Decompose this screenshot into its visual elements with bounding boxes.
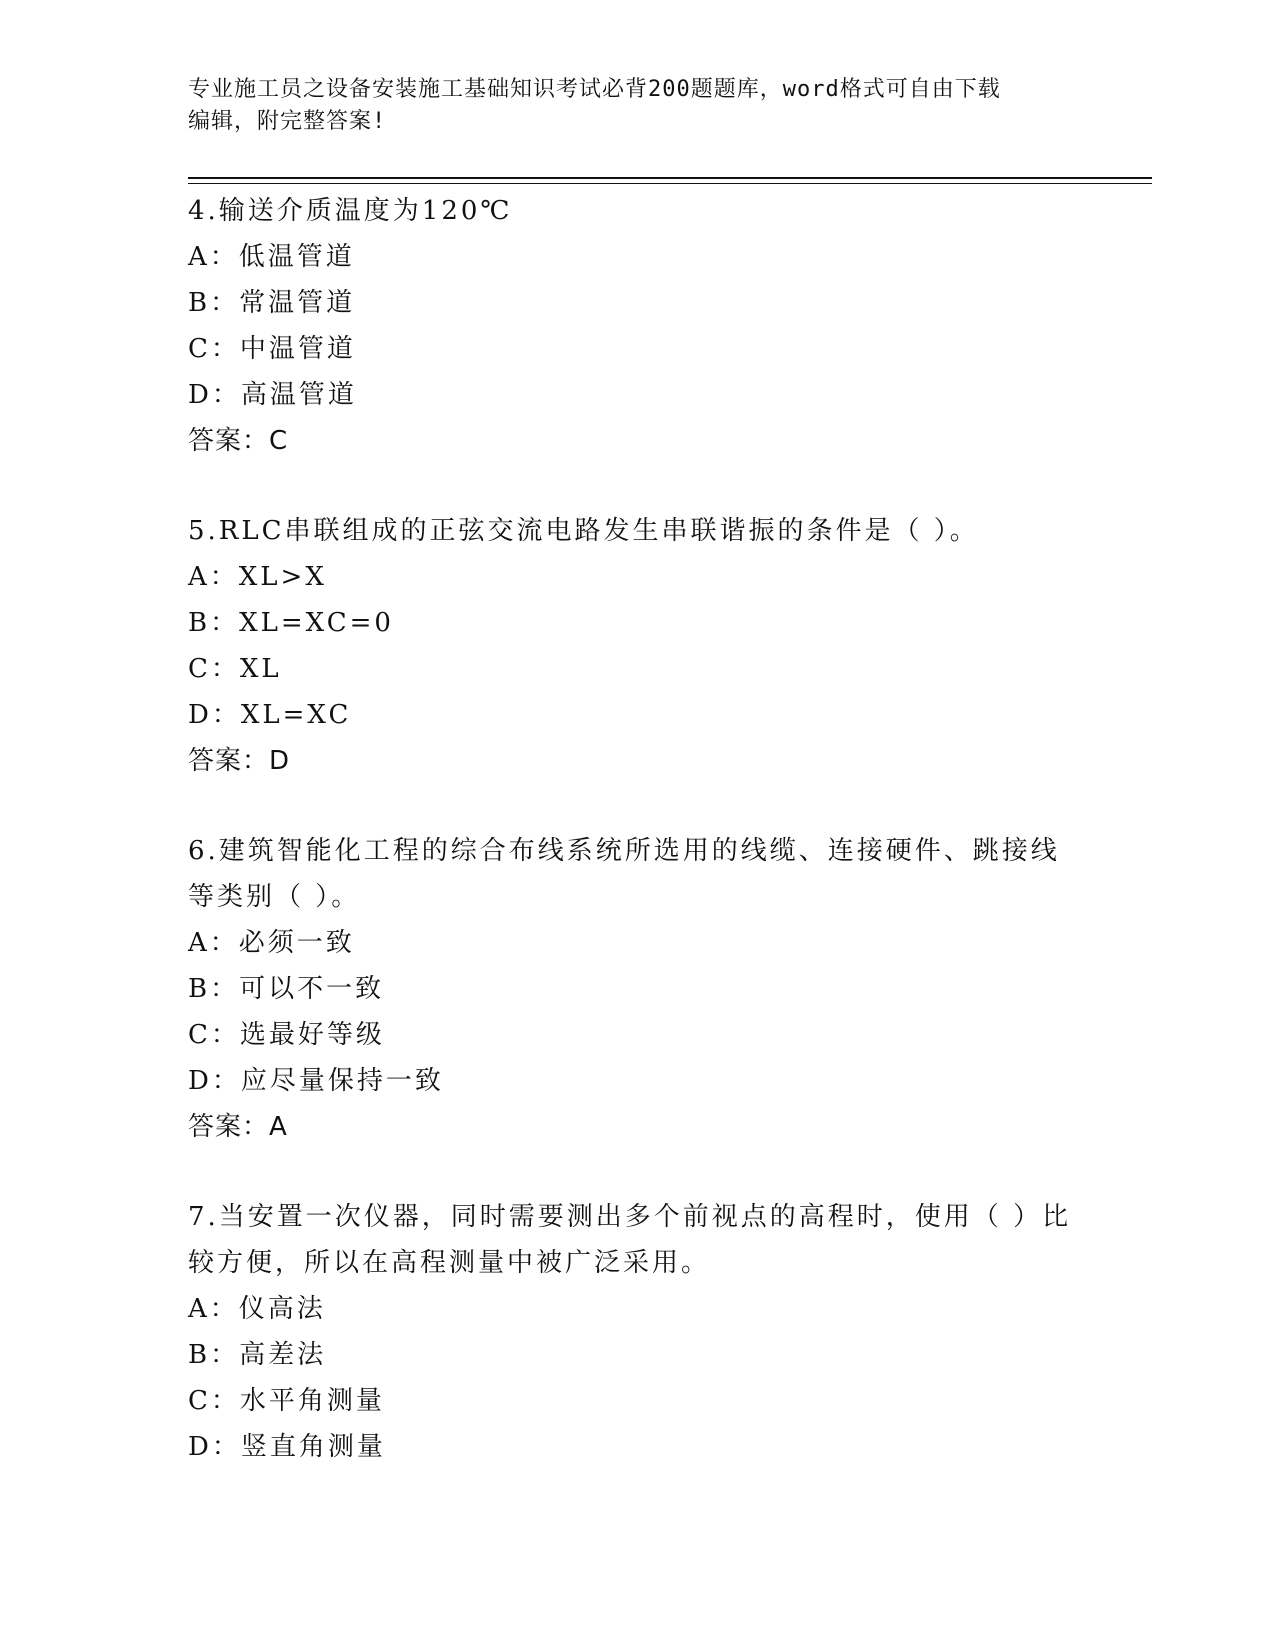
- option-c: C：水平角测量: [188, 1386, 385, 1416]
- header-line-2: 编辑，附完整答案!: [188, 109, 387, 134]
- document-header: [188, 74, 1068, 138]
- header-line-1: 专业施工员之设备安装施工基础知识考试必背200题题库，word格式可自由下载: [188, 77, 1001, 102]
- question-text-line-1: 7.当安置一次仪器，同时需要测出多个前视点的高程时，使用（ ）比: [188, 1202, 1072, 1232]
- question-5: [188, 508, 1088, 784]
- option-c: C：XL: [188, 654, 282, 684]
- question-4: [188, 188, 1088, 464]
- question-text: 5.RLC串联组成的正弦交流电路发生串联谐振的条件是（ ）。: [188, 516, 979, 546]
- option-d: D：应尽量保持一致: [188, 1066, 444, 1096]
- question-text-line-1: 6.建筑智能化工程的综合布线系统所选用的线缆、连接硬件、跳接线: [188, 836, 1060, 866]
- answer-line: 答案：A: [188, 1112, 288, 1142]
- option-c: C：选最好等级: [188, 1020, 385, 1050]
- option-d: D：XL=XC: [188, 700, 352, 730]
- option-a: A：仪高法: [188, 1294, 326, 1324]
- question-text: 4.输送介质温度为120℃: [188, 196, 513, 226]
- option-d: D：竖直角测量: [188, 1432, 386, 1462]
- header-divider-thin: [188, 183, 1152, 184]
- answer-line: 答案：D: [188, 746, 291, 776]
- answer-line: 答案：C: [188, 426, 289, 456]
- option-b: B：可以不一致: [188, 974, 385, 1004]
- question-text-line-2: 较方便，所以在高程测量中被广泛采用。: [188, 1248, 711, 1278]
- option-b: B：XL=XC=0: [188, 608, 394, 638]
- question-text-line-2: 等类别（ ）。: [188, 882, 361, 912]
- header-divider-thick: [188, 177, 1152, 179]
- option-d: D：高温管道: [188, 380, 357, 410]
- question-list: [188, 188, 1088, 1470]
- option-a: A：XL>X: [188, 562, 327, 592]
- option-b: B：高差法: [188, 1340, 327, 1370]
- option-a: A：低温管道: [188, 242, 355, 272]
- question-7: [188, 1194, 1088, 1470]
- question-6: [188, 828, 1088, 1150]
- option-c: C：中温管道: [188, 334, 356, 364]
- option-a: A：必须一致: [188, 928, 355, 958]
- option-b: B：常温管道: [188, 288, 356, 318]
